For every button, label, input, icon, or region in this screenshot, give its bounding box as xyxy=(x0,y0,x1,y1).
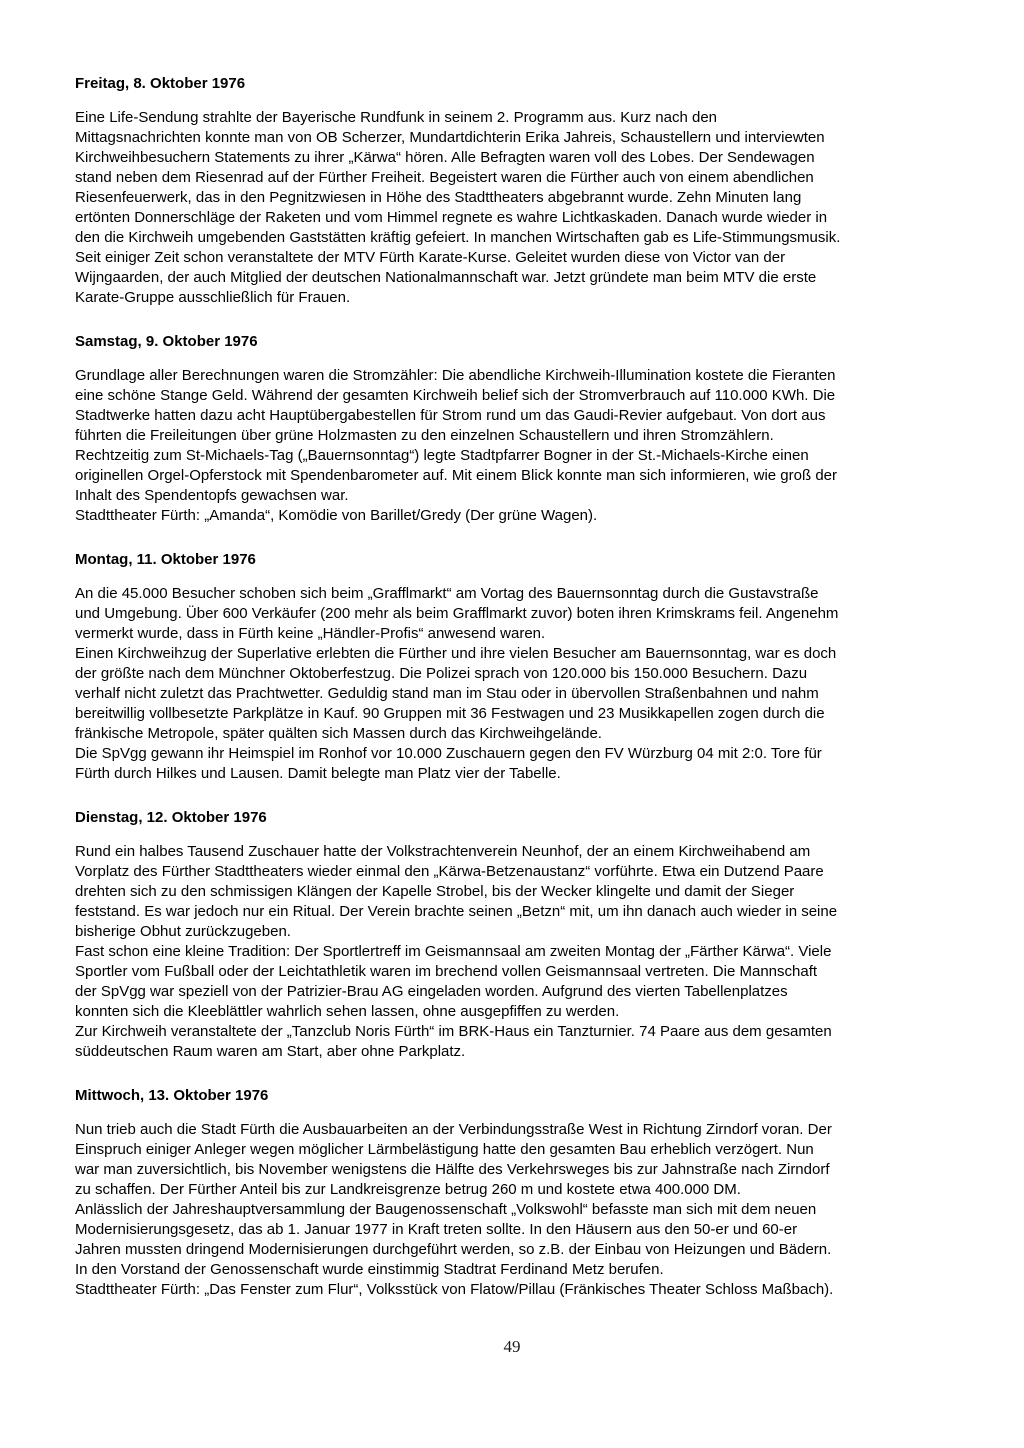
section-body: Eine Life-Sendung strahlte der Bayerische Rundfunk in seinem 2. Programm aus. Kurz nach den Mittagsnachrichten konnte man von OB Scherzer, Mundartdichterin Erika Jahreis, Schaustellern und interviewten Kirchweihbesuchern Statements zu ihrer „Kärwa“ hören. Alle Befragten waren voll des Lobes. Der Sendewagen stand neben dem Riesenrad auf der Fürther Freiheit. Begeistert waren die Fürther auch von einem abendlichen Riesenfeuerwerk, das in den Pegnitzwiesen in Höhe des Stadttheaters abgebrannt wurde. Zehn Minuten lang ertönten Donnerschläge der Raketen und vom Himmel regnete es wahre Lichtkaskaden. Danach wurde wieder in den die Kirchweih umgebenden Gaststätten kräftig gefeiert. In manchen Wirtschaften gab es Life-Stimmungsmusik. Seit einiger Zeit schon veranstaltete der MTV Fürth Karate-Kurse. Geleitet wurden diese von Victor van der Wijngaarden, der auch Mitglied der deutschen Nationalmannschaft war. Jetzt gründete man beim MTV die erste Karate-Gruppe ausschließlich für Frauen. xyxy=(75,109,841,306)
section-heading: Montag, 11. Oktober 1976 xyxy=(75,551,256,568)
section-dienstag-12-oktober xyxy=(75,808,959,1062)
document-content xyxy=(75,74,959,1324)
section-freitag-8-oktober xyxy=(75,74,959,308)
section-heading: Freitag, 8. Oktober 1976 xyxy=(75,75,246,92)
section-heading: Mittwoch, 13. Oktober 1976 xyxy=(75,1087,269,1104)
section-body: Nun trieb auch die Stadt Fürth die Ausbauarbeiten an der Verbindungsstraße West in Richtung Zirndorf voran. Der Einspruch einiger Anleger wegen möglicher Lärmbelästigung hatte den gesamten Bau erheblich verzögert. Nun war man zuversichtlich, bis November wenigstens die Hälfte des Verkehrsweges bis zur Jahnstraße nach Zirndorf zu schaffen. Der Fürther Anteil bis zur Landkreisgrenze betrug 260 m und kostete etwa 400.000 DM. Anlässlich der Jahreshauptversammlung der Baugenossenschaft „Volkswohl“ befasste man sich mit dem neuen Modernisierungsgesetz, das ab 1. Januar 1977 in Kraft treten sollte. In den Häusern aus den 50-er und 60-er Jahren mussten dringend Modernisierungen durchgeführt werden, so z.B. der Einbau von Heizungen und Bädern. In den Vorstand der Genossenschaft wurde einstimmig Stadtrat Ferdinand Metz berufen. Stadttheater Fürth: „Das Fenster zum Flur“, Volksstück von Flatow/Pillau (Fränkisches Theater Schloss Maßbach). xyxy=(75,1121,834,1298)
section-body: Grundlage aller Berechnungen waren die Stromzähler: Die abendliche Kirchweih-Illumination kostete die Fieranten eine schöne Stange Geld. Während der gesamten Kirchweih belief sich der Stromverbrauch auf 110.000 KWh. Die Stadtwerke hatten dazu acht Hauptübergabestellen für Strom rund um das Gaudi-Revier aufgebaut. Von dort aus führten die Freileitungen über grüne Holzmasten zu den einzelnen Schaustellern und ihren Stromzählern. Rechtzeitig zum St-Michaels-Tag („Bauernsonntag“) legte Stadtpfarrer Bogner in der St.-Michaels-Kirche einen originellen Orgel-Opferstock mit Spendenbarometer auf. Mit einem Blick konnte man sich informieren, wie groß der Inhalt des Spendentopfs gewachsen war. Stadttheater Fürth: „Amanda“, Komödie von Barillet/Gredy (Der grüne Wagen). xyxy=(75,367,837,524)
section-body: An die 45.000 Besucher schoben sich beim „Grafflmarkt“ am Vortag des Bauernsonntag durch die Gustavstraße und Umgebung. Über 600 Verkäufer (200 mehr als beim Grafflmarkt zuvor) boten ihren Krimskrams feil. Angenehm vermerkt wurde, dass in Fürth keine „Händler-Profis“ anwesend waren. Einen Kirchweihzug der Superlative erlebten die Fürther und ihre vielen Besucher am Bauernsonntag, war es doch der größte nach dem Münchner Oktoberfestzug. Die Polizei sprach von 120.000 bis 150.000 Besuchern. Dazu verhalf nicht zuletzt das Prachtwetter. Geduldig stand man im Stau oder in übervollen Straßenbahnen und nahm bereitwillig vollbesetzte Parkplätze in Kauf. 90 Gruppen mit 36 Festwagen und 23 Musikkapellen zogen durch die fränkische Metropole, später quälten sich Massen durch das Kirchweihgelände. Die SpVgg gewann ihr Heimspiel im Ronhof vor 10.000 Zuschauern gegen den FV Würzburg 04 mit 2:0. Tore für Fürth durch Hilkes und Lausen. Damit belegte man Platz vier der Tabelle. xyxy=(75,585,839,782)
section-heading: Samstag, 9. Oktober 1976 xyxy=(75,333,258,350)
section-mittwoch-13-oktober xyxy=(75,1086,959,1300)
section-samstag-9-oktober xyxy=(75,332,959,526)
section-montag-11-oktober xyxy=(75,550,959,784)
section-body: Rund ein halbes Tausend Zuschauer hatte der Volkstrachtenverein Neunhof, der an einem Kirchweihabend am Vorplatz des Fürther Stadttheaters wieder einmal den „Kärwa-Betzenaustanz“ vorführte. Etwa ein Dutzend Paare drehten sich zu den schmissigen Klängen der Kapelle Strobel, bis der Wecker klingelte und damit der Sieger feststand. Es war jedoch nur ein Ritual. Der Verein brachte seinen „Betzn“ mit, um ihn danach auch wieder in seine bisherige Obhut zurückzugeben. Fast schon eine kleine Tradition: Der Sportlertreff im Geismannsaal am zweiten Montag der „Färther Kärwa“. Viele Sportler vom Fußball oder der Leichtathletik waren im brechend vollen Geismannsaal vertreten. Die Mannschaft der SpVgg war speziell von der Patrizier-Brau AG eingeladen worden. Aufgrund des vierten Tabellenplatzes konnten sich die Kleeblättler wahrlich sehen lassen, ohne ausgepfiffen zu werden. Zur Kirchweih veranstaltete der „Tanzclub Noris Fürth“ im BRK-Haus ein Tanzturnier. 74 Paare aus dem gesamten süddeutschen Raum waren am Start, aber ohne Parkplatz. xyxy=(75,843,838,1060)
section-heading: Dienstag, 12. Oktober 1976 xyxy=(75,809,267,826)
page-number: 49 xyxy=(503,1337,521,1356)
